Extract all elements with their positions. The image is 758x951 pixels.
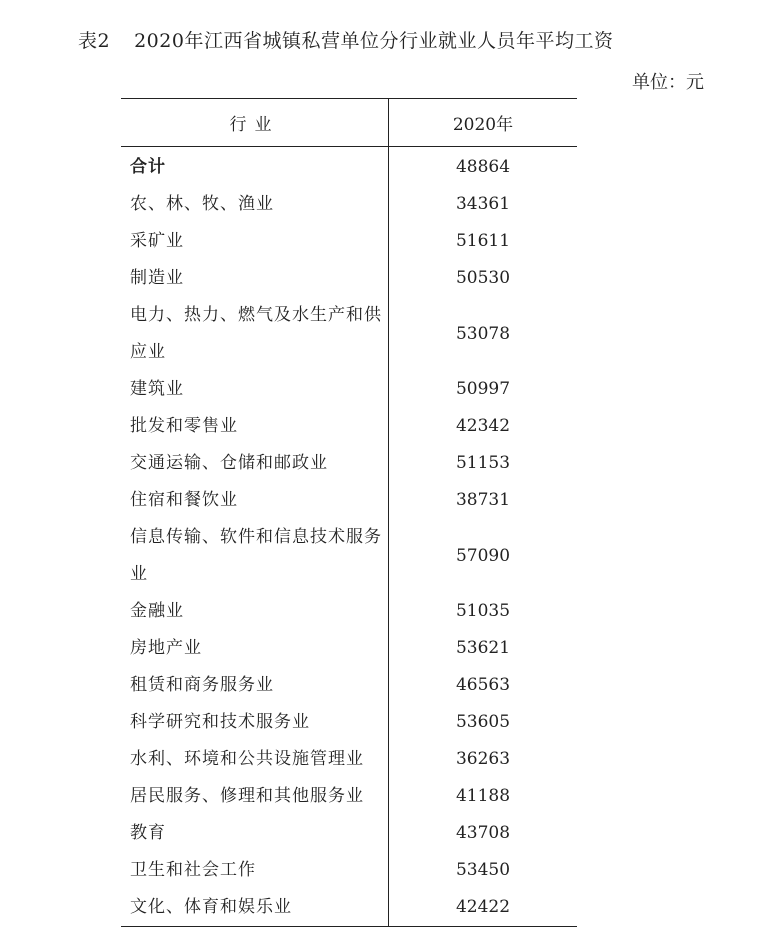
wage-cell: 48864 bbox=[455, 157, 511, 177]
wage-cell: 38731 bbox=[455, 490, 511, 510]
wage-cell: 42422 bbox=[389, 889, 578, 927]
table-row bbox=[121, 815, 577, 852]
table-row bbox=[121, 408, 577, 445]
table-row bbox=[121, 371, 577, 408]
wage-cell: 42342 bbox=[455, 416, 511, 436]
industry-cell: 文化、体育和娱乐业 bbox=[121, 889, 389, 927]
industry-cell: 采矿业 bbox=[121, 223, 389, 260]
industry-cell: 电力、热力、燃气及水生产和供应业 bbox=[121, 297, 389, 371]
wage-cell: 53621 bbox=[455, 638, 511, 658]
industry-cell: 信息传输、软件和信息技术服务业 bbox=[121, 519, 389, 593]
table-row bbox=[121, 778, 577, 815]
industry-cell: 制造业 bbox=[121, 260, 389, 297]
table-row bbox=[121, 889, 577, 927]
table-row bbox=[121, 593, 577, 630]
column-header-year: 2020年 bbox=[452, 115, 514, 135]
table-row bbox=[121, 482, 577, 519]
table-row bbox=[121, 630, 577, 667]
wage-cell: 53605 bbox=[455, 712, 511, 732]
table-row bbox=[121, 186, 577, 223]
table-row bbox=[121, 297, 577, 371]
wage-cell: 53078 bbox=[455, 323, 511, 344]
wage-cell: 41188 bbox=[455, 786, 511, 806]
wage-cell: 43708 bbox=[455, 823, 511, 843]
industry-cell: 批发和零售业 bbox=[121, 408, 389, 445]
table-title bbox=[78, 26, 613, 53]
header-row bbox=[121, 99, 577, 147]
wage-cell: 51153 bbox=[455, 453, 511, 473]
column-header-industry: 行业 bbox=[121, 99, 389, 147]
wage-cell: 46563 bbox=[455, 675, 511, 695]
wage-cell: 53450 bbox=[455, 860, 511, 880]
wage-cell: 51611 bbox=[455, 231, 511, 251]
table-body bbox=[121, 147, 577, 927]
table-title-text: 2020年江西省城镇私营单位分行业就业人员年平均工资 bbox=[134, 30, 614, 52]
industry-cell: 科学研究和技术服务业 bbox=[121, 704, 389, 741]
table-row bbox=[121, 667, 577, 704]
wage-cell: 50530 bbox=[455, 268, 511, 288]
table-row bbox=[121, 704, 577, 741]
table-row bbox=[121, 445, 577, 482]
industry-cell: 农、林、牧、渔业 bbox=[121, 186, 389, 223]
industry-cell: 合计 bbox=[121, 147, 389, 187]
industry-cell: 建筑业 bbox=[121, 371, 389, 408]
industry-cell: 居民服务、修理和其他服务业 bbox=[121, 778, 389, 815]
table-row bbox=[121, 519, 577, 593]
industry-cell: 租赁和商务服务业 bbox=[121, 667, 389, 704]
industry-cell: 住宿和餐饮业 bbox=[121, 482, 389, 519]
industry-cell: 房地产业 bbox=[121, 630, 389, 667]
table-row bbox=[121, 260, 577, 297]
industry-cell: 水利、环境和公共设施管理业 bbox=[121, 741, 389, 778]
table-row bbox=[121, 223, 577, 260]
wage-cell: 36263 bbox=[455, 749, 511, 769]
industry-cell: 交通运输、仓储和邮政业 bbox=[121, 445, 389, 482]
industry-cell: 金融业 bbox=[121, 593, 389, 630]
wage-table bbox=[121, 98, 577, 927]
wage-cell: 57090 bbox=[455, 545, 511, 566]
wage-cell: 51035 bbox=[455, 601, 511, 621]
industry-cell: 教育 bbox=[121, 815, 389, 852]
wage-cell: 50997 bbox=[455, 379, 511, 399]
unit-label: 单位：元 bbox=[632, 72, 704, 93]
industry-cell: 卫生和社会工作 bbox=[121, 852, 389, 889]
table-row bbox=[121, 147, 577, 187]
table-number: 表2 bbox=[78, 30, 111, 52]
table-row bbox=[121, 741, 577, 778]
wage-cell: 34361 bbox=[455, 194, 511, 214]
table-row bbox=[121, 852, 577, 889]
